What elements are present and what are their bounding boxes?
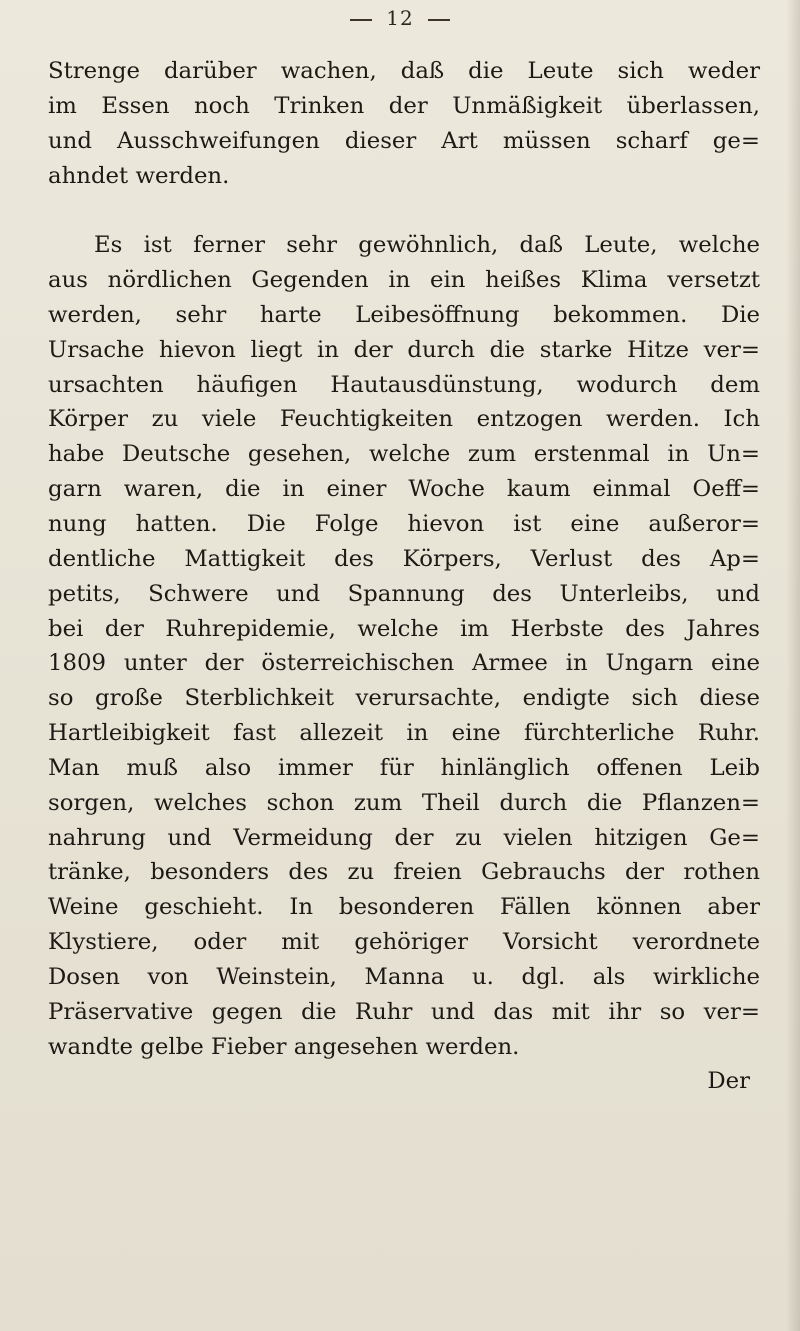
text-line: bei der Ruhrepidemie, welche im Herbste des Jahres xyxy=(48,615,760,642)
text-line: ursachten häufigen Hautausdünstung, wodurch dem xyxy=(48,371,760,398)
text-line: sorgen, welches schon zum Theil durch die Pflanzen= xyxy=(48,789,760,816)
text-line: petits, Schwere und Spannung des Unterleibs, und xyxy=(48,580,760,607)
text-line: Weine geschieht. In besonderen Fällen können aber xyxy=(48,894,760,921)
text-line: aus nördlichen Gegenden in ein heißes Klima versetzt xyxy=(48,267,760,294)
text-line: Ursache hievon liegt in der durch die starke Hitze ver= xyxy=(48,336,760,363)
text-line: Klystiere, oder mit gehöriger Vorsicht verordnete xyxy=(48,929,760,956)
text-line: wandte gelbe Fieber angesehen werden. xyxy=(48,1033,520,1060)
page-number-header xyxy=(0,6,800,30)
text-line: und Ausschweifungen dieser Art müssen scharf ge= xyxy=(48,127,760,154)
text-line: so große Sterblichkeit verursachte, endigte sich diese xyxy=(48,685,760,712)
text-line: werden, sehr harte Leibesöffnung bekommen. Die xyxy=(48,301,760,328)
text-line: garn waren, die in einer Woche kaum einmal Oeff= xyxy=(48,476,760,503)
text-line: habe Deutsche gesehen, welche zum erstenmal in Un= xyxy=(48,441,760,468)
body-text xyxy=(48,54,760,1099)
text-line: dentliche Mattigkeit des Körpers, Verlust des Ap= xyxy=(48,545,760,572)
header-dash-left xyxy=(350,19,372,21)
text-line: Hartleibigkeit fast allezeit in eine fürchterliche Ruhr. xyxy=(48,720,760,747)
text-line: ahndet werden. xyxy=(48,162,230,189)
page-edge-shadow xyxy=(786,0,800,1331)
header-dash-right xyxy=(428,19,450,21)
text-line: Dosen von Weinstein, Manna u. dgl. als wirkliche xyxy=(48,963,760,990)
catchword: Der xyxy=(707,1068,750,1095)
text-line: im Essen noch Trinken der Unmäßigkeit überlassen, xyxy=(48,92,760,119)
text-line: Strenge darüber wachen, daß die Leute sich weder xyxy=(48,58,760,84)
text-line: nahrung und Vermeidung der zu vielen hitzigen Ge= xyxy=(48,824,760,851)
text-line: Man muß also immer für hinlänglich offenen Leib xyxy=(48,754,760,781)
text-line: Körper zu viele Feuchtigkeiten entzogen werden. Ich xyxy=(48,406,760,433)
paragraph-gap xyxy=(48,193,760,228)
text-line: Präservative gegen die Ruhr und das mit ihr so ver= xyxy=(48,998,760,1025)
text-line: nung hatten. Die Folge hievon ist eine außeror= xyxy=(48,510,760,537)
text-line: tränke, besonders des zu freien Gebrauchs der rothen xyxy=(48,859,760,886)
page-number: 12 xyxy=(386,6,414,30)
text-line: Es ist ferner sehr gewöhnlich, daß Leute, welche xyxy=(94,232,760,259)
text-line: 1809 unter der österreichischen Armee in Ungarn eine xyxy=(48,650,760,677)
